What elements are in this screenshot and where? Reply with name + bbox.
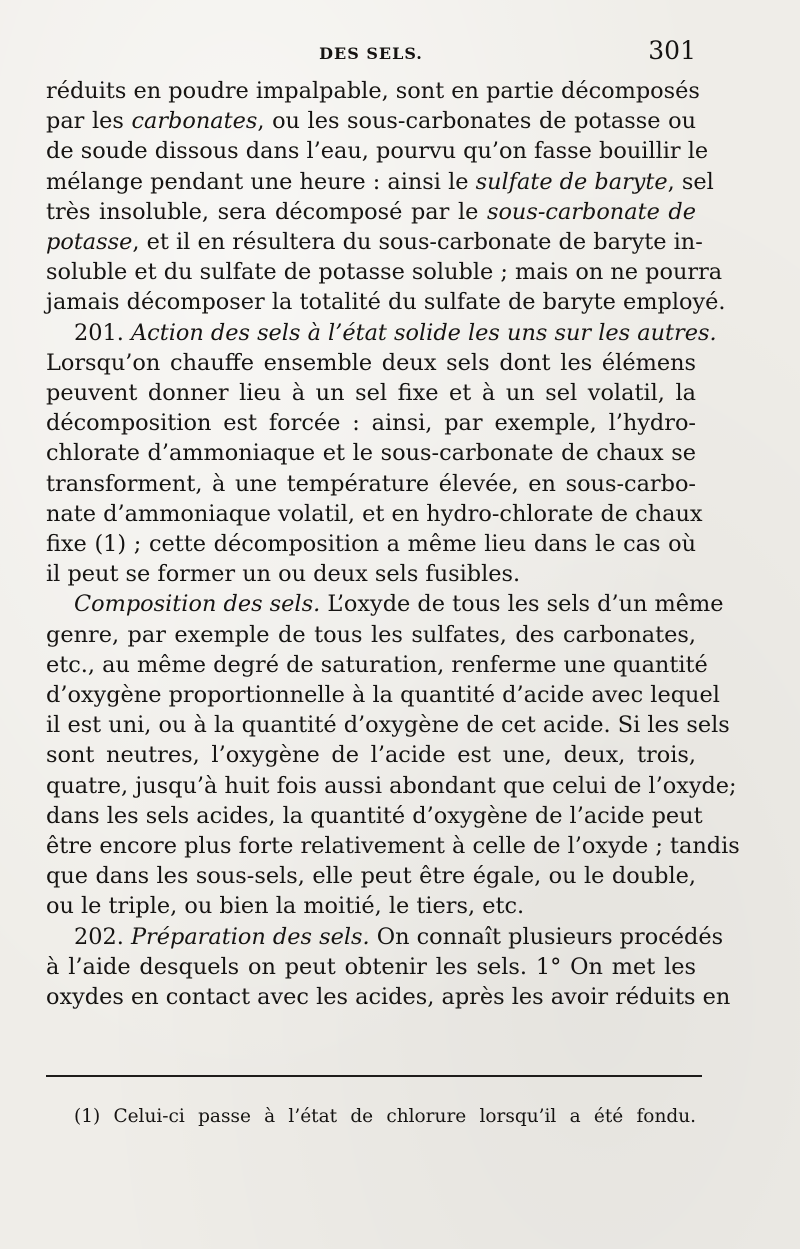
italic-text: sous-carbonate de [486,198,696,225]
italic-text: Composition des sels. [74,591,321,618]
text-line [46,740,696,770]
text-segment: d’oxygène proportionnelle à la quantité d’acide avec lequel [46,682,720,709]
text-segment: L’oxyde de tous les sels d’un même [320,591,724,618]
text-line [46,106,696,136]
italic-text: potasse [46,229,133,256]
text-segment: 202. [74,923,131,950]
text-line [46,861,696,891]
text-segment: chlorate d’ammoniaque et le sous-carbonate de chaux se [46,440,696,467]
text-segment: que dans les sous-sels, elle peut être égale, ou le double, [46,863,696,890]
text-line [46,922,724,952]
text-line [46,257,723,287]
text-segment: réduits en poudre impalpable, sont en partie décomposés [46,78,700,104]
text-segment: jamais décomposer la totalité du sulfate de baryte employé. [46,289,726,316]
text-line [46,710,730,740]
text-segment: , sel [667,168,714,195]
text-line [46,197,696,227]
text-segment: quatre, jusqu’à huit fois aussi abondant que celui de l’oxyde; [46,772,737,799]
text-segment: 201. [74,319,131,346]
text-segment: sont neutres, l’oxygène de l’acide est une, deux, trois, [46,742,696,769]
text-segment: dans les sels acides, la quantité d’oxygène de l’acide peut [46,802,703,829]
text-line [46,801,703,831]
text-segment: ou le triple, ou bien la moitié, le tiers, etc. [46,893,525,920]
text-segment: Lorsqu’on chauffe ensemble deux sels dont les élémens [46,349,696,376]
text-segment: être encore plus forte relativement à celle de l’oxyde ; tandis [46,833,740,860]
text-line [46,952,696,982]
text-segment: très insoluble, sera décomposé par le [46,198,487,225]
text-line [46,559,696,589]
text-line [46,891,696,921]
text-segment: de soude dissous dans l’eau, pourvu qu’on fasse bouillir le [46,138,709,165]
text-line [46,348,696,378]
text-line [46,76,700,106]
text-line [46,982,731,1012]
italic-text: Action des sels à l’état solide les uns sur les autres. [130,319,717,346]
page-number: 301 [648,36,696,65]
text-line [46,378,696,408]
text-segment: fixe (1) ; cette décomposition a même lieu dans le cas où [46,531,696,558]
text-segment: il est uni, ou à la quantité d’oxygène de cet acide. Si les sels [46,712,730,739]
text-segment: il peut se former un ou deux sels fusibles. [46,561,521,588]
italic-text: carbonates [131,108,258,135]
text-segment: etc., au même degré de saturation, renferme une quantité [46,651,708,678]
text-segment: décomposition est forcée : ainsi, par exemple, l’hydro- [46,410,696,437]
text-segment: genre, par exemple de tous les sulfates, des carbonates, [46,621,696,648]
text-segment: oxydes en contact avec les acides, après les avoir réduits en [46,984,731,1011]
text-line [46,136,709,166]
text-segment: On connaît plusieurs procédés [369,923,724,950]
italic-text: Préparation des sels. [130,923,370,950]
text-line [46,438,696,468]
text-segment: peuvent donner lieu à un sel fixe et à un sel volatil, la [46,380,696,407]
text-line [46,620,696,650]
text-segment: transforment, à une température élevée, en sous-carbo- [46,470,696,497]
footnote: (1) Celui-ci passe à l’état de chlorure lorsqu’il a été fondu. [74,1106,696,1127]
text-line [46,318,717,348]
italic-text: sulfate de baryte [475,168,668,195]
text-line [46,469,696,499]
text-line [46,650,708,680]
text-segment: , ou les sous-carbonates de potasse ou [257,108,696,135]
text-segment: par les [46,108,132,135]
text-segment: à l’aide desquels on peut obtenir les sels. 1° On met les [46,953,696,980]
text-segment: nate d’ammoniaque volatil, et en hydro-chlorate de chaux [46,500,703,527]
text-line [46,680,720,710]
text-line [46,227,703,257]
text-segment: mélange pendant une heure : ainsi le [46,168,476,195]
text-line [46,408,696,438]
body-text [46,76,740,1012]
text-line [46,529,696,559]
text-line [46,167,714,197]
text-line [46,287,726,317]
page-header [46,32,696,72]
running-head: DES SELS. [319,44,423,63]
text-segment: soluble et du sulfate de potasse soluble ; mais on ne pourra [46,259,723,286]
text-line [46,771,737,801]
text-line [46,499,703,529]
text-line [46,831,740,861]
footnote-rule [46,1075,702,1077]
text-line [46,589,724,619]
text-segment: , et il en résultera du sous-carbonate de baryte in- [132,229,703,256]
